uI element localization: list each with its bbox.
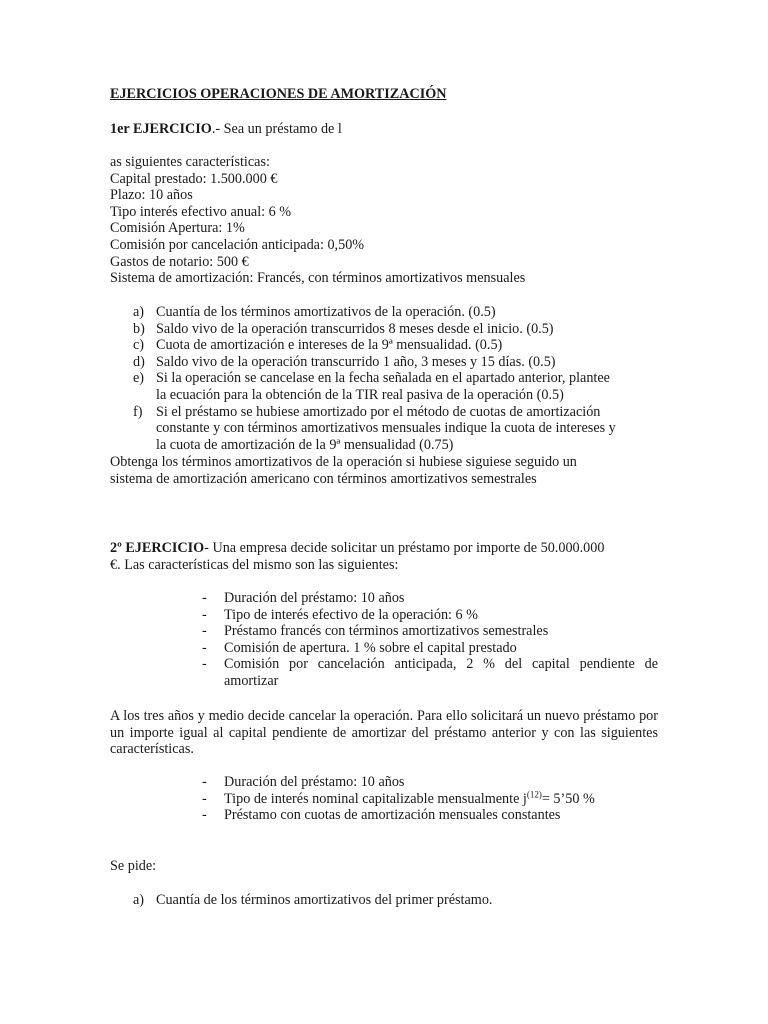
se-pide-label: Se pide: xyxy=(110,858,157,874)
list-item xyxy=(133,404,663,454)
list-item xyxy=(202,807,658,824)
exercise-2-intro-rest: - Una empresa decide solicitar un préstamo por importe de 50.000.000 xyxy=(204,540,605,556)
item-text-continued: la cuota de amortización de la 9ª mensualidad (0.75) xyxy=(156,436,454,453)
exercise-2-paragraph: A los tres años y medio decide cancelar la operación. Para ello solicitará un nuevo préstamo por un importe igual al capital pendiente de amortizar del préstamo anterior y con las siguientes características. xyxy=(110,708,658,758)
item-text: Préstamo con cuotas de amortización mensuales constantes xyxy=(224,807,561,824)
exercise-1-heading xyxy=(110,121,658,138)
item-text: Cuantía de los términos amortizativos del primer préstamo. xyxy=(156,892,493,908)
item-text: Préstamo francés con términos amortizativos semestrales xyxy=(224,623,549,640)
item-marker: d) xyxy=(133,353,145,370)
exercise-1-label: 1er EJERCICIO xyxy=(110,121,212,137)
exercise-1-closing xyxy=(110,454,658,487)
item-marker: f) xyxy=(133,403,143,420)
document-title-block xyxy=(110,86,658,103)
exercise-2-loan-characteristics xyxy=(202,590,658,690)
item-marker: c) xyxy=(133,337,145,354)
closing-line: Obtenga los términos amortizativos de la operación si hubiese siguiese seguido un xyxy=(110,454,577,470)
item-text-continued: constante y con términos amortizativos mensuales indique la cuota de intereses y xyxy=(156,420,616,437)
item-marker: - xyxy=(202,656,207,673)
list-item xyxy=(202,788,658,808)
item-text: Comisión por cancelación anticipada, 2 % del capital pendiente de amortizar xyxy=(224,656,658,689)
item-text: Tipo de interés efectivo de la operación: 6 % xyxy=(224,606,478,623)
exercise-1-questions xyxy=(133,304,663,453)
item-marker: - xyxy=(202,790,207,807)
item-superscript: (12) xyxy=(526,788,542,799)
list-item xyxy=(133,321,663,338)
item-marker: a) xyxy=(133,304,145,320)
list-item xyxy=(133,370,663,403)
list-item xyxy=(202,590,658,607)
exercise-2-label: 2º EJERCICIO xyxy=(110,540,205,556)
exercise-1-heading-block xyxy=(110,121,658,138)
item-marker: - xyxy=(202,807,207,824)
characteristic-line: as siguientes características: xyxy=(110,154,270,170)
document-title: EJERCICIOS OPERACIONES DE AMORTIZACIÓN xyxy=(110,86,447,102)
item-marker: - xyxy=(202,590,207,606)
item-text-continued: la ecuación para la obtención de la TIR real pasiva de la operación (0.5) xyxy=(156,386,564,403)
characteristic-line: Gastos de notario: 500 € xyxy=(110,253,249,270)
exercise-1-characteristics xyxy=(110,154,658,287)
characteristic-line: Sistema de amortización: Francés, con términos amortizativos mensuales xyxy=(110,270,526,287)
list-item xyxy=(202,656,658,689)
item-text: Tipo de interés nominal capitalizable mensualmente j xyxy=(224,790,527,807)
item-marker: - xyxy=(202,606,207,623)
item-marker: - xyxy=(202,774,207,790)
list-item xyxy=(202,640,658,657)
list-item xyxy=(133,337,663,354)
list-item xyxy=(202,774,658,791)
item-text: Cuota de amortización e intereses de la 9ª mensualidad. (0.5) xyxy=(156,337,503,354)
characteristic-line: Capital prestado: 1.500.000 € xyxy=(110,170,278,187)
item-text: Cuantía de los términos amortizativos de la operación. (0.5) xyxy=(156,304,496,320)
item-marker: e) xyxy=(133,370,145,387)
characteristic-line: Comisión Apertura: 1% xyxy=(110,220,245,237)
item-text-post: = 5’50 % xyxy=(541,790,595,807)
list-item xyxy=(202,607,658,624)
list-item xyxy=(133,354,663,371)
item-marker: b) xyxy=(133,320,145,337)
item-text: Saldo vivo de la operación transcurrido 1 año, 3 meses y 15 días. (0.5) xyxy=(156,353,556,370)
exercise-2-intro-line: €. Las características del mismo son las siguientes: xyxy=(110,556,399,573)
exercise-1-heading-rest: .- Sea un préstamo de l xyxy=(211,121,342,137)
exercise-2-questions xyxy=(133,892,663,909)
list-item xyxy=(202,623,658,640)
item-text: Duración del préstamo: 10 años xyxy=(224,590,405,606)
characteristic-line: Tipo interés efectivo anual: 6 % xyxy=(110,203,292,220)
se-pide-block xyxy=(110,858,658,875)
list-item xyxy=(133,304,663,321)
characteristic-line: Plazo: 10 años xyxy=(110,187,193,204)
list-item xyxy=(133,892,663,909)
item-text: Comisión de apertura. 1 % sobre el capital prestado xyxy=(224,639,517,656)
item-marker: - xyxy=(202,639,207,656)
exercise-2-new-loan-characteristics xyxy=(202,774,658,824)
item-text: Saldo vivo de la operación transcurridos 8 meses desde el inicio. (0.5) xyxy=(156,320,554,337)
exercise-2-paragraph-block xyxy=(110,708,658,758)
closing-line: sistema de amortización americano con términos amortizativos semestrales xyxy=(110,470,537,487)
item-marker: a) xyxy=(133,892,145,908)
exercise-2-intro xyxy=(110,540,658,573)
item-text: Duración del préstamo: 10 años xyxy=(224,774,405,790)
characteristic-line: Comisión por cancelación anticipada: 0,50% xyxy=(110,236,365,253)
exercise-2-heading xyxy=(110,540,658,557)
item-marker: - xyxy=(202,623,207,640)
item-text: Si el préstamo se hubiese amortizado por el método de cuotas de amortización xyxy=(156,403,601,420)
item-text: Si la operación se cancelase en la fecha señalada en el apartado anterior, plantee xyxy=(156,370,610,387)
